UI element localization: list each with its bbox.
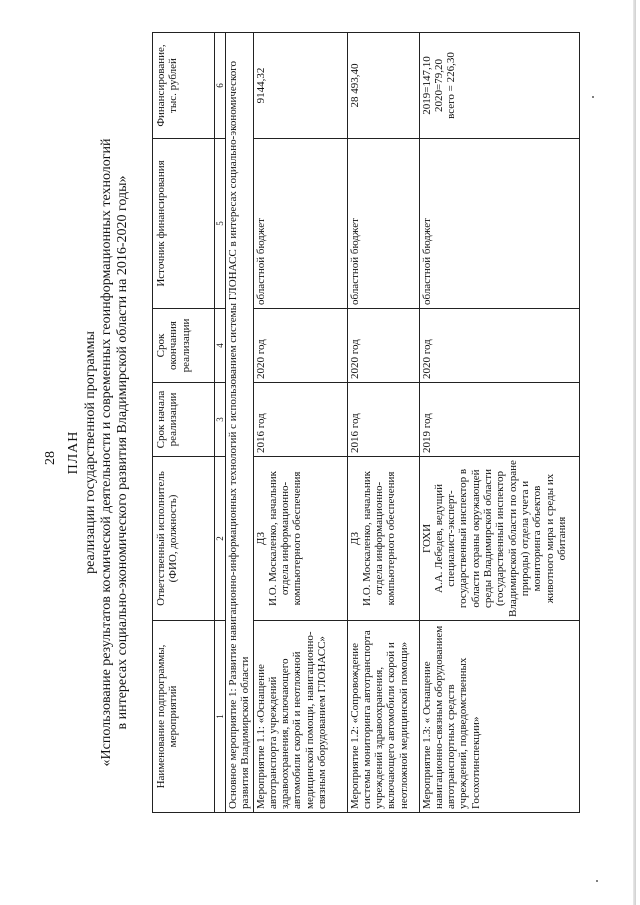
column-number-row: [215, 33, 226, 813]
end-cell: 2020 год: [347, 309, 419, 383]
start-cell: 2016 год: [253, 383, 347, 457]
executor-org: ГОХИ: [420, 523, 433, 554]
executor-org: ДЗ: [348, 531, 361, 546]
program-name-line1: «Использование результатов космической деятельности и современных геоинформационных технологий: [99, 138, 114, 767]
executor-person: И.О. Москаленко, начальник отдела информационно-компьютерного обеспечения: [266, 471, 304, 606]
funding-cell: [419, 33, 579, 139]
main-activity-cell: Основное мероприятие 1: Развитие навигационно-информационных технологий с использованием системы ГЛОНАСС в интересах социально-экономического развития Владимирской области: [226, 33, 254, 813]
executor-cell: [253, 457, 347, 621]
col-number: 3: [215, 383, 226, 457]
plan-table: [152, 32, 580, 813]
source-cell: областной бюджет: [253, 139, 347, 309]
col-header-name: Наименование подпрограммы, мероприятий: [153, 621, 215, 813]
activity-name-cell: Мероприятие 1.2: «Сопровождение системы мониторинга автотранспорта учреждений здравоохранения, включающего автомобили скорой и неотложной медицинской помощи»: [347, 621, 419, 813]
col-number: 1: [215, 621, 226, 813]
funding-line: всего = 226,30: [445, 52, 458, 119]
end-cell: 2020 год: [419, 309, 579, 383]
col-header-source: Источник финансирования: [153, 139, 215, 309]
page-number: 28: [43, 451, 58, 465]
activity-name-cell: Мероприятие 1.3: « Оснащение навигационно-связным оборудованием автотранспортных средств учреждений, подведомственных Госохотинспекции»: [419, 621, 579, 813]
col-header-executor: Ответственный исполнитель (ФИО, должность): [153, 457, 215, 621]
main-activity-row: [226, 33, 254, 813]
source-cell: областной бюджет: [419, 139, 579, 309]
col-number: 6: [215, 33, 226, 139]
executor-cell: [419, 457, 579, 621]
table-row: [347, 33, 419, 813]
end-cell: 2020 год: [253, 309, 347, 383]
header-row: [153, 33, 215, 813]
executor-person: А.А. Лебедев, ведущий специалист-эксперт-государственный инспектор в области охраны окружающей среды Владимирской области (государственный инспектор Владимирской области по охране природы) отдела учета и мониторинга объектов животного мира и среды их обитания: [432, 460, 568, 617]
col-header-funding: Финансирование, тыс. рублей: [153, 33, 215, 139]
executor-org: ДЗ: [254, 531, 267, 546]
program-name-line2: в интересах социально-экономического развития Владимирской области на 2016-2020 годы»: [115, 175, 130, 730]
plan-title: ПЛАН: [66, 430, 81, 475]
col-number: 5: [215, 139, 226, 309]
plan-subtitle: реализации государственной программы: [83, 331, 98, 574]
start-cell: 2016 год: [347, 383, 419, 457]
start-cell: 2019 год: [419, 383, 579, 457]
col-header-start: Срок начала реализации: [153, 383, 215, 457]
col-header-end: Срок окончания реализации: [153, 309, 215, 383]
funding-cell: 28 493,40: [347, 33, 419, 139]
funding-line: 2020=79,20: [432, 59, 445, 112]
col-number: 4: [215, 309, 226, 383]
table-row: [419, 33, 579, 813]
funding-cell: 9144,32: [253, 33, 347, 139]
table-row: [253, 33, 347, 813]
activity-name-cell: Мероприятие 1.1: «Оснащение автотранспорта учреждений здравоохранения, включающего автомобили скорой и неотложной медицинской помощи, навигационно-связным оборудованием ГЛОНАСС»: [253, 621, 347, 813]
executor-person: И.О. Москаленко, начальник отдела информационно-компьютерного обеспечения: [360, 471, 398, 606]
funding-line: 2019=147,10: [420, 56, 433, 115]
col-number: 2: [215, 457, 226, 621]
source-cell: областной бюджет: [347, 139, 419, 309]
executor-cell: [347, 457, 419, 621]
